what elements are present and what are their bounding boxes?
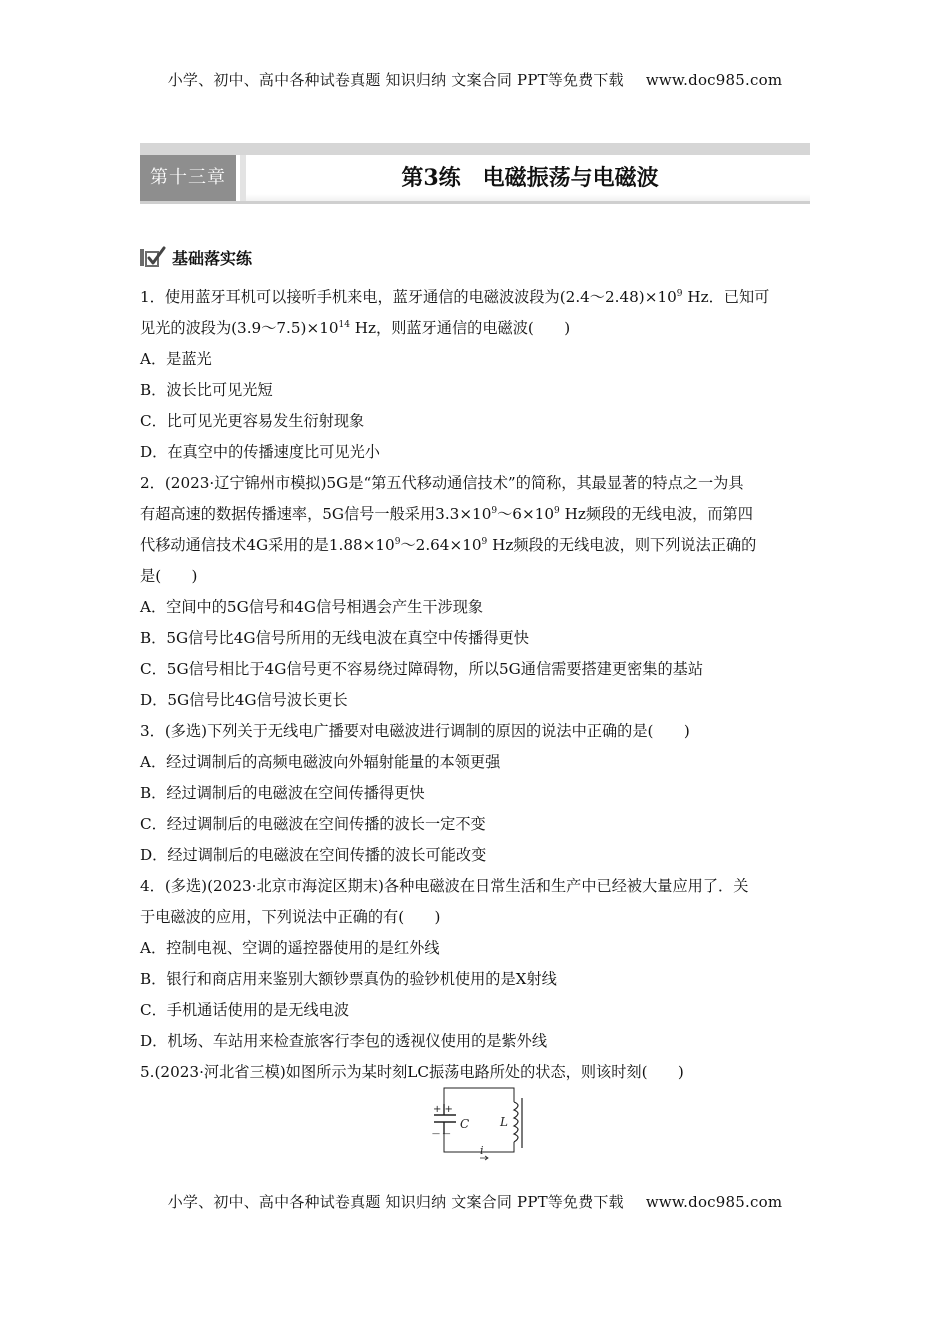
inductor-label: L: [500, 1115, 508, 1129]
exponent: 9: [676, 289, 683, 299]
question-stem-line: [140, 313, 810, 344]
stem-text: 5.(2023·河北省三模)如图所示为某时刻LC振荡电路所处的状态，则该时刻( ): [140, 1063, 684, 1081]
stem-text: Hz，则蓝牙通信的电磁波( ): [349, 319, 571, 337]
answer-option: C．5G信号相比于4G信号更不容易绕过障碍物，所以5G通信需要搭建更密集的基站: [140, 660, 704, 678]
capacitor-plus-signs: + +: [433, 1104, 453, 1115]
section-title: 基础落实练: [172, 248, 253, 268]
answer-option: C．经过调制后的电磁波在空间传播的波长一定不变: [140, 815, 486, 833]
question-stem-line: [140, 561, 810, 592]
question-stem-line: [140, 871, 810, 902]
exponent: 9: [481, 537, 488, 547]
header-site-link[interactable]: www.doc985.com: [645, 71, 783, 89]
chapter-banner: [140, 143, 810, 203]
answer-option: A．经过调制后的高频电磁波向外辐射能量的本领更强: [140, 753, 501, 771]
stem-text: Hz．已知可: [682, 288, 770, 306]
current-label: i: [480, 1144, 484, 1157]
exponent: 9: [491, 506, 498, 516]
question-stem-line: [140, 282, 810, 313]
capacitor-minus-signs: — —: [432, 1129, 451, 1138]
answer-option: B．银行和商店用来鉴别大额钞票真伪的验钞机使用的是X射线: [140, 970, 557, 988]
stem-text: 于电磁波的应用，下列说法中正确的有( ): [140, 908, 441, 926]
lc-circuit-diagram: [430, 1082, 530, 1162]
capacitor-label: C: [460, 1117, 470, 1131]
stem-text: Hz频段的无线电波，而第四: [559, 505, 753, 523]
answer-option: A．是蓝光: [140, 350, 212, 368]
answer-option: C．比可见光更容易发生衍射现象: [140, 412, 365, 430]
chapter-title: 第3练 电磁振荡与电磁波: [401, 165, 659, 191]
question-stem-line: [140, 468, 810, 499]
question-list: [140, 282, 810, 1088]
footer-note-text: 小学、初中、高中各种试卷真题 知识归纳 文案合同 PPT等免费下载: [167, 1193, 624, 1211]
stem-text: 代移动通信技术4G采用的是1.88×10: [140, 536, 395, 554]
stem-text: ～6×10: [497, 505, 555, 523]
exponent: 14: [338, 320, 350, 330]
exponent: 9: [554, 506, 560, 516]
footer-site-link[interactable]: www.doc985.com: [645, 1193, 783, 1211]
stem-text: 2．(2023·辽宁锦州市模拟)5G是“第五代移动通信技术”的简称，其最显著的特点之一为具: [140, 474, 744, 492]
stem-text: 是( ): [140, 567, 198, 585]
stem-text: 1．使用蓝牙耳机可以接听手机来电，蓝牙通信的电磁波波段为(2.4～2.48)×10: [140, 288, 677, 306]
stem-text: Hz频段的无线电波，则下列说法正确的: [487, 536, 757, 554]
answer-option: A．控制电视、空调的遥控器使用的是红外线: [140, 939, 440, 957]
header-banner: [0, 69, 950, 90]
answer-option: C．手机通话使用的是无线电波: [140, 1001, 350, 1019]
question-stem-line: [140, 530, 810, 561]
question-stem-line: [140, 499, 810, 530]
answer-option: D．在真空中的传播速度比可见光小: [140, 443, 380, 461]
stem-text: 4．(多选)(2023·北京市海淀区期末)各种电磁波在日常生活和生产中已经被大量应用了．关: [140, 877, 749, 895]
inductor-coil: [514, 1102, 518, 1142]
checkmark-icon: [140, 246, 166, 268]
question-stem-line: [140, 716, 810, 747]
answer-option: D．机场、车站用来检查旅客行李包的透视仪使用的是紫外线: [140, 1032, 548, 1050]
chapter-banner-bottom-rule: [140, 201, 810, 204]
header-note-text: 小学、初中、高中各种试卷真题 知识归纳 文案合同 PPT等免费下载: [167, 71, 624, 89]
chapter-banner-top-rule: [140, 143, 810, 155]
stem-text: 有超高速的数据传播速率，5G信号一般采用3.3×10: [140, 505, 492, 523]
question-stem-line: [140, 902, 810, 933]
chapter-tag: 第十三章: [140, 155, 236, 201]
answer-option: B．经过调制后的电磁波在空间传播得更快: [140, 784, 425, 802]
answer-option: D．5G信号比4G信号波长更长: [140, 691, 348, 709]
section-heading: [140, 244, 252, 270]
stem-text: 见光的波段为(3.9～7.5)×10: [140, 319, 339, 337]
stem-text: ～2.64×10: [400, 536, 482, 554]
answer-option: A．空间中的5G信号和4G信号相遇会产生干涉现象: [140, 598, 484, 616]
stem-text: 3．(多选)下列关于无线电广播要对电磁波进行调制的原因的说法中正确的是( ): [140, 722, 690, 740]
answer-option: B．波长比可见光短: [140, 381, 273, 399]
exponent: 9: [394, 537, 401, 547]
answer-option: B．5G信号比4G信号所用的无线电波在真空中传播得更快: [140, 629, 529, 647]
footer-banner: [0, 1191, 950, 1212]
answer-option: D．经过调制后的电磁波在空间传播的波长可能改变: [140, 846, 487, 864]
